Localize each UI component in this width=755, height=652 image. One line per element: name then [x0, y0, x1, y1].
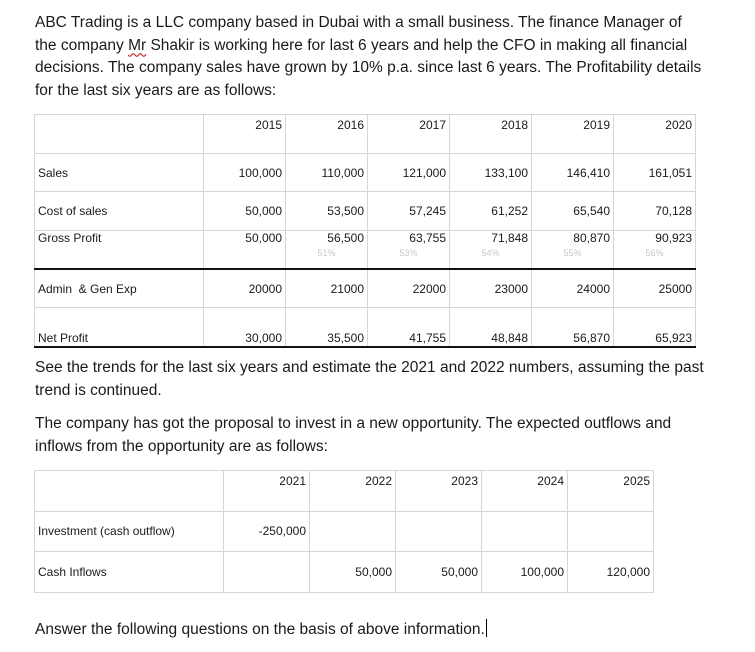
intro-paragraph [35, 12, 705, 102]
gross-profit-value: 50,000 [245, 231, 282, 246]
trend-paragraph: See the trends for the last six years and estimate the 2021 and 2022 numbers, assuming the past trend is continued. [35, 359, 704, 399]
gross-profit-value: 80,870 [573, 231, 610, 246]
header-blank-cell [35, 471, 224, 512]
investment-row [35, 511, 654, 552]
profitability-table [34, 114, 696, 348]
gross-profit-2017 [368, 231, 450, 270]
gross-profit-2015 [204, 231, 286, 270]
gross-profit-label: Gross Profit [35, 231, 204, 270]
net-profit-row [35, 308, 696, 347]
faint-margin-text: 51% [317, 248, 336, 259]
year-header-2018: 2018 [450, 115, 532, 154]
intro-text-end: Shakir is working here for last 6 years and help the CFO in making all financial decisions. The company sales have grown by 10% p.a. since last 6 years. The Profitability details for the last six years are as follows: [35, 36, 702, 99]
investment-2021: -250,000 [224, 511, 310, 552]
year-header-2019: 2019 [532, 115, 614, 154]
cash-inflows-2023: 50,000 [396, 552, 482, 593]
gross-profit-2020 [614, 231, 696, 270]
admin-gen-exp-label: Admin & Gen Exp [35, 269, 204, 308]
admin-gen-exp-row [35, 269, 696, 308]
project-year-header-row [35, 471, 654, 512]
cost-of-sales-2015: 50,000 [204, 192, 286, 231]
gross-profit-value: 63,755 [409, 231, 446, 246]
cash-inflows-2025: 120,000 [568, 552, 654, 593]
sales-2020: 161,051 [614, 153, 696, 192]
cost-of-sales-row [35, 192, 696, 231]
year-header-2017: 2017 [368, 115, 450, 154]
net-profit-2019: 56,870 [532, 308, 614, 347]
cash-inflows-2024: 100,000 [482, 552, 568, 593]
faint-margin-text: 55% [563, 248, 582, 259]
gross-profit-row [35, 231, 696, 270]
intro-text-start: ABC Trading is a LLC company based in Dubai with a small business. The finance Manager of the company [35, 14, 682, 54]
admin-gen-exp-2020: 25000 [614, 269, 696, 308]
cost-of-sales-2019: 65,540 [532, 192, 614, 231]
net-profit-2016: 35,500 [286, 308, 368, 347]
cost-of-sales-2016: 53,500 [286, 192, 368, 231]
faint-margin-text: 53% [399, 248, 418, 259]
admin-gen-exp-2018: 23000 [450, 269, 532, 308]
cost-of-sales-label: Cost of sales [35, 192, 204, 231]
cash-flow-table [34, 470, 654, 593]
cost-of-sales-2020: 70,128 [614, 192, 696, 231]
investment-2023 [396, 511, 482, 552]
sales-2018: 133,100 [450, 153, 532, 192]
sales-2015: 100,000 [204, 153, 286, 192]
gross-profit-value: 90,923 [655, 231, 692, 246]
gross-profit-2019 [532, 231, 614, 270]
net-profit-label: Net Profit [35, 308, 204, 347]
cash-inflows-label: Cash Inflows [35, 552, 224, 593]
gross-profit-2016 [286, 231, 368, 270]
admin-gen-exp-2016: 21000 [286, 269, 368, 308]
faint-margin-text: 54% [481, 248, 500, 259]
admin-gen-exp-2017: 22000 [368, 269, 450, 308]
net-profit-2018: 48,848 [450, 308, 532, 347]
spellcheck-flagged-word: Mr [128, 36, 147, 54]
gross-profit-value: 56,500 [327, 231, 364, 246]
gross-profit-value: 71,848 [491, 231, 528, 246]
investment-2022 [310, 511, 396, 552]
year-header-2025: 2025 [568, 471, 654, 512]
cash-inflows-2021 [224, 552, 310, 593]
year-header-2016: 2016 [286, 115, 368, 154]
cash-inflows-row [35, 552, 654, 593]
year-header-2020: 2020 [614, 115, 696, 154]
year-header-2022: 2022 [310, 471, 396, 512]
cost-of-sales-2018: 61,252 [450, 192, 532, 231]
year-header-2021: 2021 [224, 471, 310, 512]
sales-label: Sales [35, 153, 204, 192]
net-profit-2017: 41,755 [368, 308, 450, 347]
text-cursor [486, 619, 487, 637]
closing-paragraph[interactable] [35, 619, 725, 642]
admin-gen-exp-2019: 24000 [532, 269, 614, 308]
faint-margin-text: 56% [645, 248, 664, 259]
closing-text: Answer the following questions on the basis of above information. [35, 621, 485, 638]
sales-row [35, 153, 696, 192]
cash-inflows-2022: 50,000 [310, 552, 396, 593]
net-profit-2015: 30,000 [204, 308, 286, 347]
year-header-2024: 2024 [482, 471, 568, 512]
gross-profit-2018 [450, 231, 532, 270]
investment-2025 [568, 511, 654, 552]
header-blank-cell [35, 115, 204, 154]
sales-2017: 121,000 [368, 153, 450, 192]
sales-2019: 146,410 [532, 153, 614, 192]
investment-2024 [482, 511, 568, 552]
admin-gen-exp-2015: 20000 [204, 269, 286, 308]
year-header-row [35, 115, 696, 154]
sales-2016: 110,000 [286, 153, 368, 192]
year-header-2023: 2023 [396, 471, 482, 512]
investment-label: Investment (cash outflow) [35, 511, 224, 552]
cost-of-sales-2017: 57,245 [368, 192, 450, 231]
year-header-2015: 2015 [204, 115, 286, 154]
proposal-paragraph: The company has got the proposal to invest in a new opportunity. The expected outflows and inflows from the opportunity are as follows: [35, 415, 672, 455]
net-profit-2020: 65,923 [614, 308, 696, 347]
